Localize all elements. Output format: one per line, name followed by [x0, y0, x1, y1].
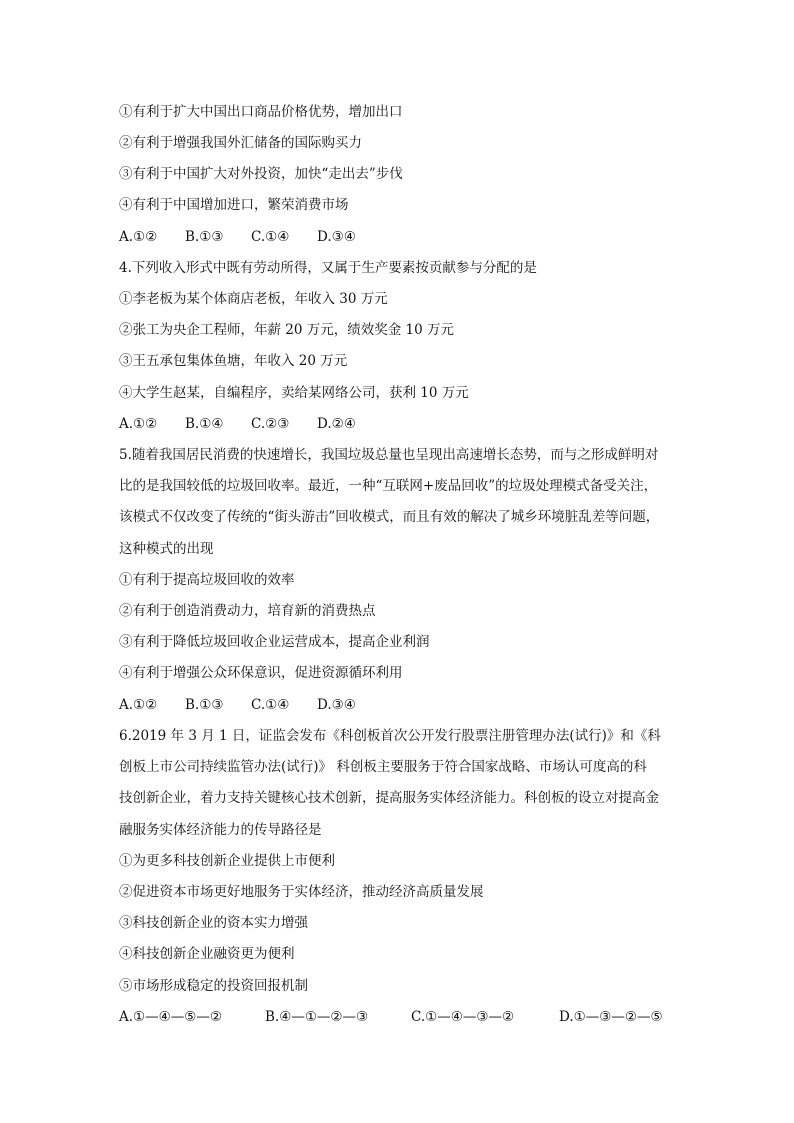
q4-stem: 4.下列收入形式中既有劳动所得，又属于生产要素按贡献参与分配的是: [119, 260, 537, 276]
q5-item-3: ③有利于降低垃圾回收企业运营成本，提高企业利润: [119, 634, 430, 650]
q6-stem-line-3: 技创新企业，着力支持关键核心技术创新，提高服务实体经济能力。科创板的设立对提高金: [119, 790, 659, 806]
q4-option-a: A.①②: [119, 416, 158, 432]
q3-item-4: ④有利于中国增加进口，繁荣消费市场: [119, 197, 349, 213]
q3-item-3: ③有利于中国扩大对外投资，加快“走出去”步伐: [119, 166, 403, 182]
q6-option-a: A.①—④—⑤—②: [119, 1009, 222, 1025]
q6-stem-line-4: 融服务实体经济能力的传导路径是: [119, 822, 322, 838]
q3-options: [119, 228, 356, 246]
q5-item-2: ②有利于创造消费动力，培育新的消费热点: [119, 603, 376, 619]
q5-option-d: D.③④: [317, 697, 356, 713]
q6-item-1: ①为更多科技创新企业提供上市便利: [119, 853, 335, 869]
q3-option-b: B.①③: [185, 229, 224, 245]
q4-options: [119, 415, 356, 433]
q6-option-b: B.④—①—②—③: [265, 1009, 369, 1025]
q3-option-a: A.①②: [119, 229, 158, 245]
q4-option-c: C.②③: [251, 416, 290, 432]
q6-item-2: ②促进资本市场更好地服务于实体经济，推动经济高质量发展: [119, 884, 484, 900]
q6-stem-line-2: 创板上市公司持续监管办法(试行)》 科创板主要服务于符合国家战略、市场认可度高的科: [119, 759, 647, 775]
q3-item-2: ②有利于增强我国外汇储备的国际购买力: [119, 135, 362, 151]
q3-option-d: D.③④: [317, 229, 356, 245]
q4-option-d: D.②④: [317, 416, 356, 432]
q6-stem-line-1: 6.2019 年 3 月 1 日，证监会发布《科创板首次公开发行股票注册管理办法(试行)》和《科: [119, 728, 661, 744]
q6-item-4: ④科技创新企业融资更为便利: [119, 946, 295, 962]
q5-stem-line-4: 这种模式的出现: [119, 541, 214, 557]
q5-item-4: ④有利于增强公众环保意识，促进资源循环利用: [119, 665, 403, 681]
q4-item-1: ①李老板为某个体商店老板，年收入 30 万元: [119, 291, 388, 307]
q5-option-a: A.①②: [119, 697, 158, 713]
q5-stem-line-2: 比的是我国较低的垃圾回收率。最近，一种“互联网+废品回收”的垃圾处理模式备受关注，: [119, 478, 658, 494]
q6-item-5: ⑤市场形成稳定的投资回报机制: [119, 978, 308, 994]
q5-option-c: C.①④: [251, 697, 290, 713]
q6-options: [119, 1008, 663, 1026]
q5-item-1: ①有利于提高垃圾回收的效率: [119, 572, 295, 588]
q4-item-4: ④大学生赵某，自编程序，卖给某网络公司，获利 10 万元: [119, 385, 469, 401]
q6-option-d: D.①—③—②—⑤: [559, 1009, 663, 1025]
q4-item-2: ②张工为央企工程师，年薪 20 万元，绩效奖金 10 万元: [119, 322, 455, 338]
q5-stem-line-3: 该模式不仅改变了传统的“街头游击”回收模式，而且有效的解决了城乡环境脏乱差等问题，: [119, 509, 660, 525]
q6-item-3: ③科技创新企业的资本实力增强: [119, 915, 308, 931]
q3-option-c: C.①④: [251, 229, 290, 245]
q5-option-b: B.①③: [185, 697, 224, 713]
q4-option-b: B.①④: [185, 416, 224, 432]
q4-item-3: ③王五承包集体鱼塘，年收入 20 万元: [119, 353, 348, 369]
q6-option-c: C.①—④—③—②: [411, 1009, 515, 1025]
q3-item-1: ①有利于扩大中国出口商品价格优势，增加出口: [119, 104, 403, 120]
q5-options: [119, 696, 356, 714]
q5-stem-line-1: 5.随着我国居民消费的快速增长，我国垃圾总量也呈现出高速增长态势，而与之形成鲜明对: [119, 447, 659, 463]
